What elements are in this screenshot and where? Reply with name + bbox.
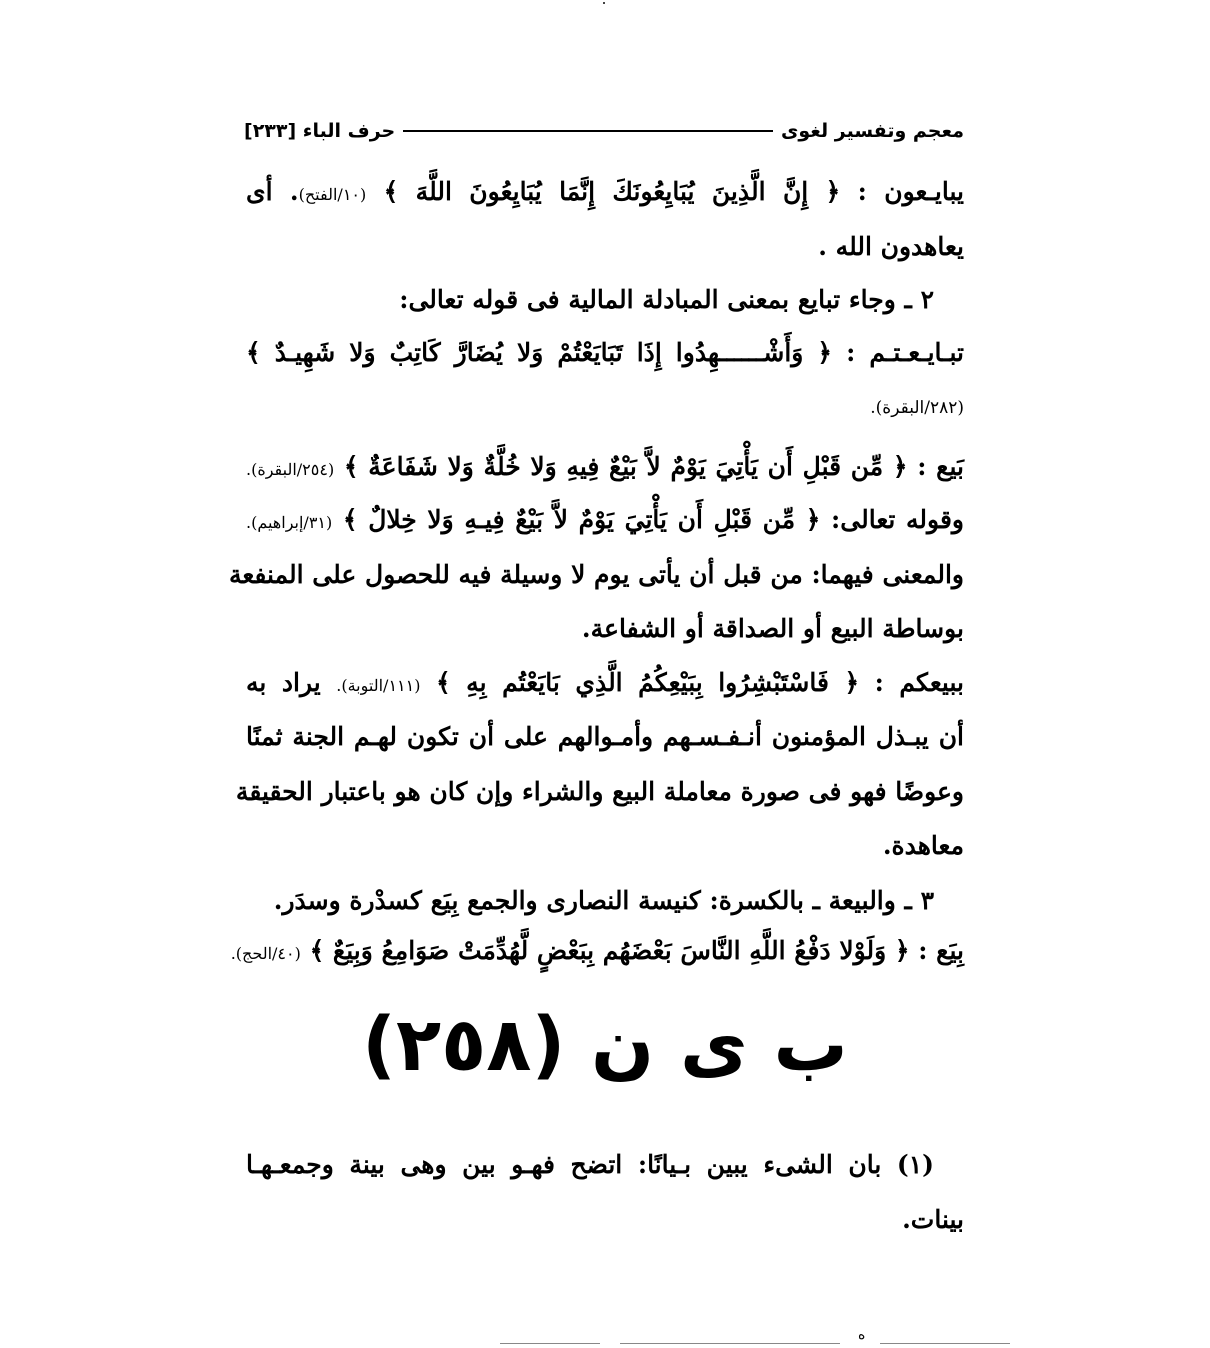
entry-heading: ب ى ن (٢٥٨): [362, 1002, 848, 1088]
text-line-3: ٢ ـ وجاء تبايع بمعنى المبادلة المالية فى قوله تعالى:: [399, 285, 934, 314]
verse-reference: (٢٥٤/البقرة).: [246, 460, 335, 479]
text-line-2: يعاهدون الله .: [818, 232, 964, 261]
page-header: [244, 116, 964, 146]
footer-rule: [620, 1343, 840, 1344]
footer-mark: ه: [858, 1327, 866, 1343]
text-line-14: ٣ ـ والبيعة ـ بالكسرة: كنيسة النصارى والجمع بِيَع كسدْرة وسدَر.: [273, 886, 934, 915]
text-line-10: ببيعكم : ﴿ فَاسْتَبْشِرُوا بِبَيْعِكُمُ الَّذِي بَايَعْتُم بِهِ ﴾ (١١١/التوبة). يراد به: [246, 668, 964, 697]
entry-line-2: بينات.: [902, 1205, 964, 1234]
verse-reference: (١٠/الفتح): [298, 185, 367, 204]
verse-reference: (٢٨٢/البقرة).: [870, 398, 964, 418]
verse-reference: (٣١/إبراهيم).: [246, 513, 333, 532]
text-line-9: بوساطة البيع أو الصداقة أو الشفاعة.: [581, 614, 964, 643]
text-line-12: وعوضًا فهو فى صورة معاملة البيع والشراء وإن كان هو باعتبار الحقيقة: [235, 777, 964, 806]
text-line-8: والمعنى فيهما: من قبل أن يأتى يوم لا وسيلة فيه للحصول على المنفعة: [228, 560, 964, 589]
footer-rule: [500, 1343, 600, 1344]
verse-reference: (٤٠/الحج).: [230, 944, 301, 963]
verse-reference: (١١١/التوبة).: [336, 676, 421, 695]
text-line-11: أن يبـذل المؤمنون أنـفـسـهم وأمـوالهم على أن تكون لهـم الجنة ثمنًا: [246, 722, 964, 751]
entry-line-1: (١) بان الشىء يبين بـيانًا: اتضح فهـو بين وهى بينة وجمعـهـا: [246, 1150, 934, 1179]
text-line-6: بَيع : ﴿ مِّن قَبْلِ أَن يَأْتِيَ يَوْمٌ لاَّ بَيْعٌ فِيهِ وَلا خُلَّةٌ وَلا شَفَاعَةٌ ﴾ (٢٥٤/البقرة).: [246, 452, 964, 481]
scan-speck: [603, 2, 605, 4]
header-book-title: معجم وتفسير لغوى: [780, 120, 964, 142]
footer-rule: [880, 1343, 1010, 1344]
header-rule: [403, 130, 773, 132]
text-line-13: معاهدة.: [882, 831, 964, 860]
text-line-1: يبايـعون : ﴿ إِنَّ الَّذِينَ يُبَايِعُونَكَ إِنَّمَا يُبَايِعُونَ اللَّهَ ﴾ (١٠/الفتح). أى: [246, 177, 964, 206]
header-section: حرف الباء [٢٣٣]: [244, 120, 396, 142]
text-line-15: بِيَع : ﴿ وَلَوْلا دَفْعُ اللَّهِ النَّاسَ بَعْضَهُم بِبَعْضٍ لَّهُدِّمَتْ صَوَامِعُ وَبِيَعٌ ﴾ (٤٠/الحج).: [230, 936, 964, 965]
text-line-4: تبـايـعـتـم : ﴿ وَأَشْــــــهِدُوا إِذَا تَبَايَعْتُمْ وَلا يُضَارَّ كَاتِبٌ وَلا شَهِيـدٌ ﴾: [246, 338, 964, 367]
text-line-7: وقوله تعالى: ﴿ مِّن قَبْلِ أَن يَأْتِيَ يَوْمٌ لاَّ بَيْعٌ فِيـهِ وَلا خِلالٌ ﴾ (٣١/إبراهيم).: [246, 505, 964, 534]
